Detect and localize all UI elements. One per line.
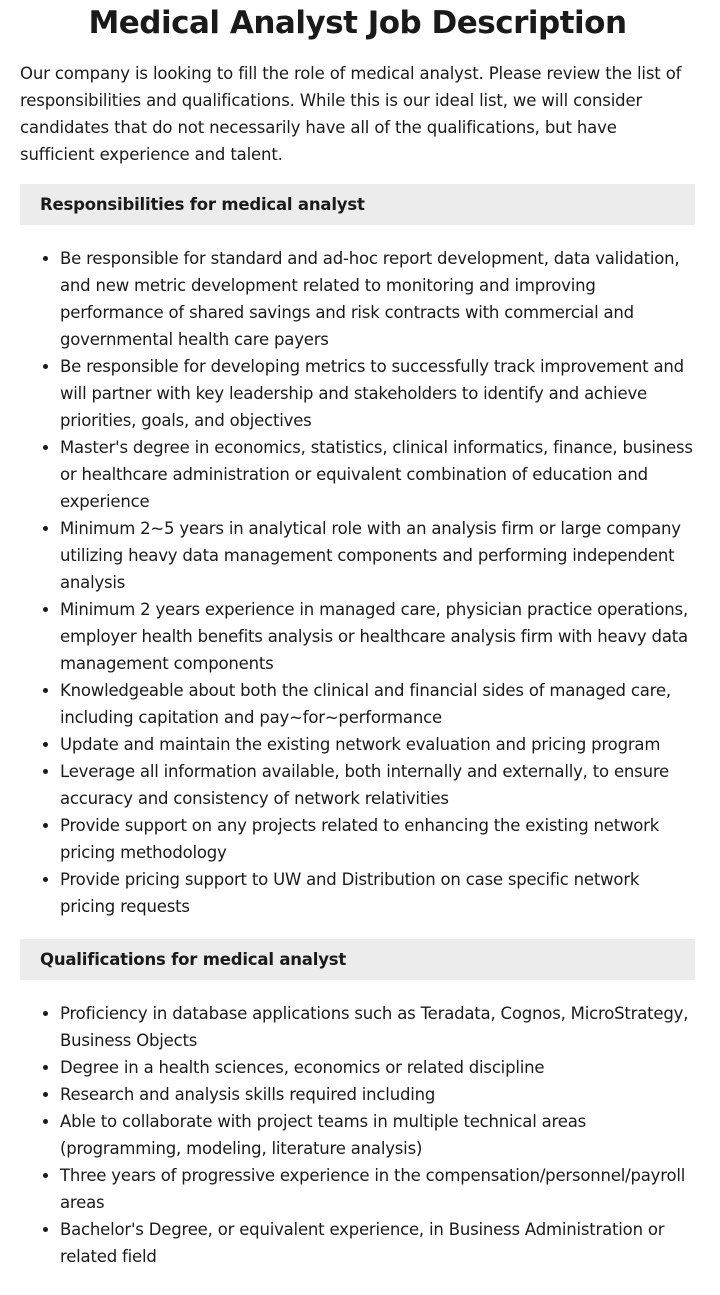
responsibilities-heading: Responsibilities for medical analyst: [20, 184, 695, 225]
list-item: • Proficiency in database applications such as Teradata, Cognos, MicroStrategy, Business Objects: [60, 1000, 695, 1054]
list-item: • Minimum 2 years experience in managed care, physician practice operations, employer health benefits analysis or healthcare analysis firm with heavy data management components: [60, 596, 695, 677]
list-item: • Provide pricing support to UW and Distribution on case specific network pricing requests: [60, 866, 695, 920]
list-item: • Master's degree in economics, statistics, clinical informatics, finance, business or healthcare administration or equivalent combination of education and experience: [60, 434, 695, 515]
page-title: Medical Analyst Job Description: [88, 5, 627, 41]
list-item: • Degree in a health sciences, economics or related discipline: [60, 1054, 695, 1081]
list-item: • Three years of progressive experience in the compensation/personnel/payroll areas: [60, 1162, 695, 1216]
list-item: • Leverage all information available, both internally and externally, to ensure accuracy and consistency of network relativities: [60, 758, 695, 812]
intro-paragraph: Our company is looking to fill the role of medical analyst. Please review the list of responsibilities and qualifications. While this is our ideal list, we will consider candidates that do not necessarily have all of the qualifications, but have sufficient experience and talent.: [20, 64, 682, 164]
list-item: • Be responsible for developing metrics to successfully track improvement and will partner with key leadership and stakeholders to identify and achieve priorities, goals, and objectives: [60, 353, 695, 434]
list-item: • Able to collaborate with project teams in multiple technical areas (programming, modeling, literature analysis): [60, 1108, 695, 1162]
list-item: • Be responsible for standard and ad-hoc report development, data validation, and new metric development related to monitoring and improving performance of shared savings and risk contracts with commercial and governmental health care payers: [60, 245, 695, 353]
list-item: • Knowledgeable about both the clinical and financial sides of managed care, including capitation and pay~for~performance: [60, 677, 695, 731]
list-item: • Update and maintain the existing network evaluation and pricing program: [60, 731, 695, 758]
list-item: • Bachelor's Degree, or equivalent experience, in Business Administration or related field: [60, 1216, 695, 1270]
qualifications-heading: Qualifications for medical analyst: [20, 939, 695, 980]
qualifications-list: [20, 1000, 695, 1270]
list-item: • Minimum 2~5 years in analytical role with an analysis firm or large company utilizing heavy data management components and performing independent analysis: [60, 515, 695, 596]
list-item: • Research and analysis skills required including: [60, 1081, 695, 1108]
responsibilities-list: [20, 245, 695, 920]
list-item: • Provide support on any projects related to enhancing the existing network pricing methodology: [60, 812, 695, 866]
